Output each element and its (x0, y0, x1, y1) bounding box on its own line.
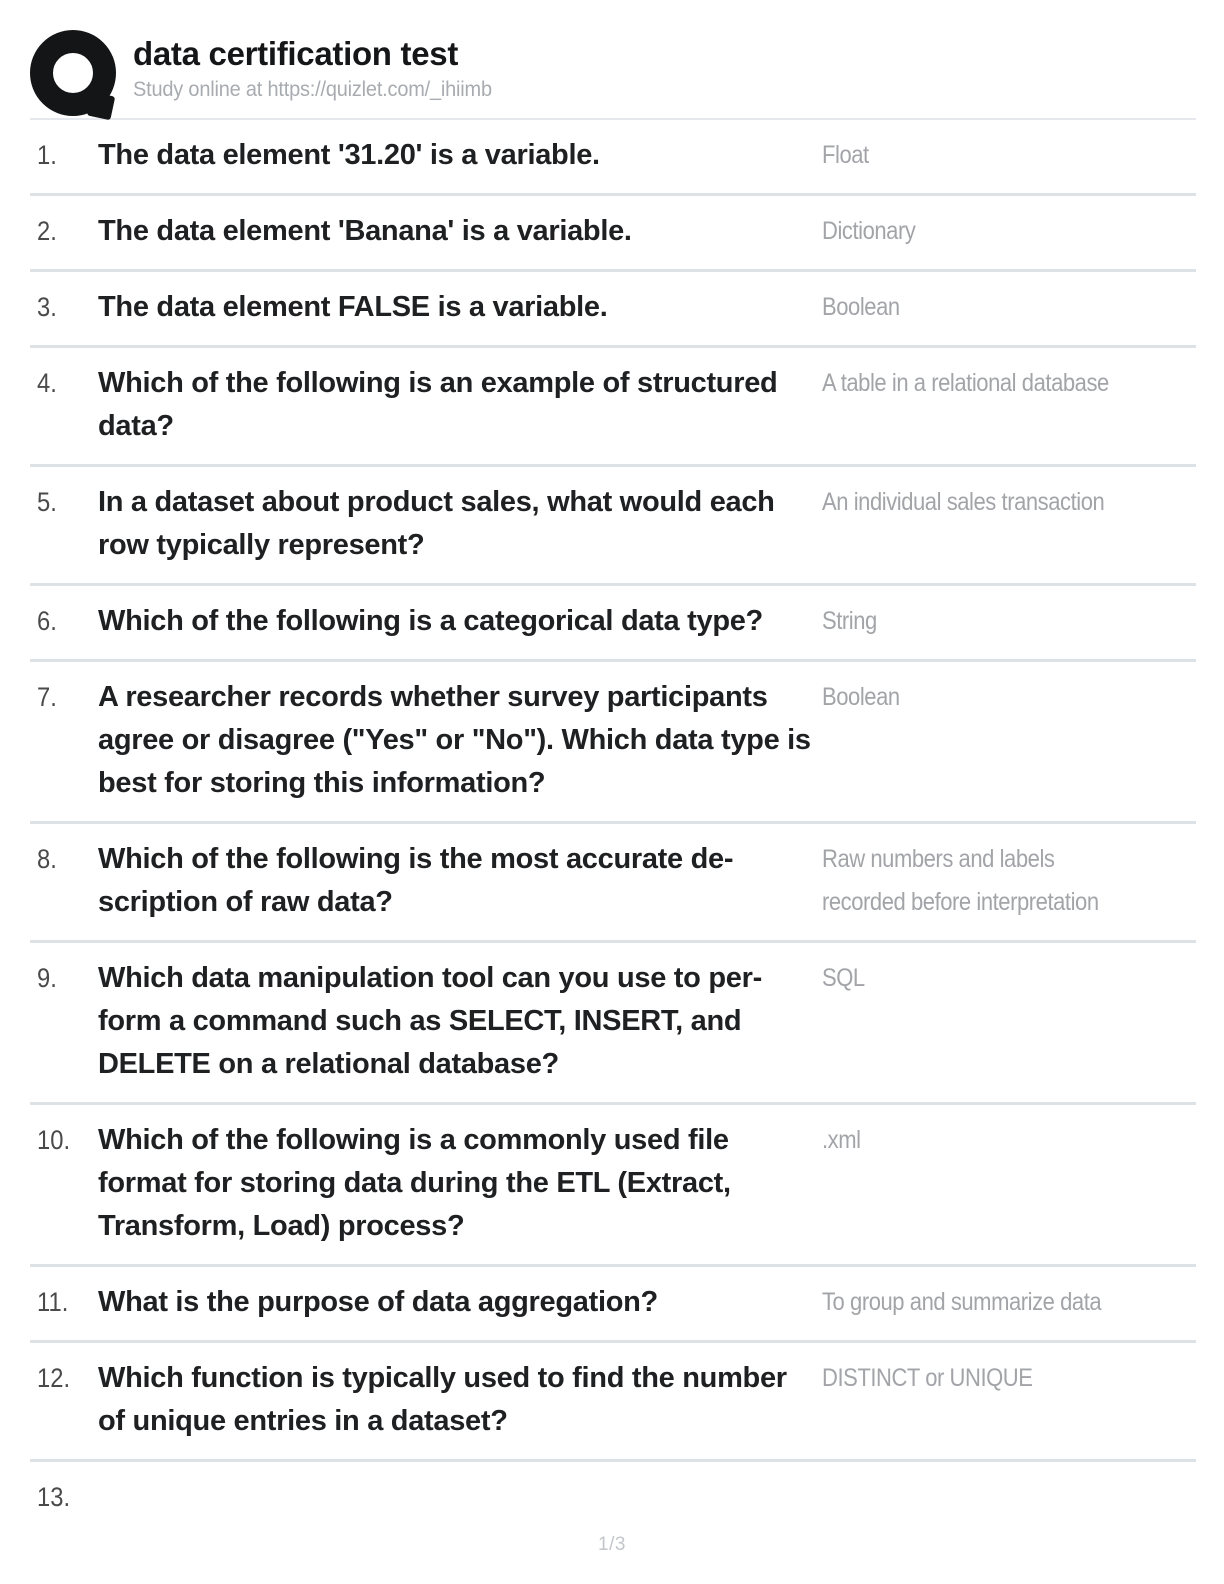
question-number: 6. (37, 606, 57, 636)
qa-row (30, 1462, 1196, 1535)
question-number: 1. (37, 140, 57, 170)
question-text: The data element FALSE is a variable. (98, 291, 608, 323)
qa-row (30, 824, 1196, 943)
qa-row (30, 196, 1196, 272)
question-text: The data element 'Banana' is a variable. (98, 215, 632, 247)
question-text: Which of the following is a commonly used file format for storing data during the ETL (Extract, Transform, Load) process? (98, 1124, 731, 1242)
question-text: A researcher records whether survey participants agree or disagree ("Yes" or "No"). Which data type is best for storing this information? (98, 681, 811, 799)
answer-text: Dictionary (822, 217, 916, 245)
question-text: What is the purpose of data aggregation? (98, 1286, 658, 1318)
question-number: 12. (37, 1363, 71, 1393)
question-text: Which of the following is a categorical data type? (98, 605, 763, 637)
question-number: 10. (37, 1125, 71, 1155)
logo-tail (87, 92, 115, 120)
qa-row (30, 1267, 1196, 1343)
answer-text: A table in a relational database (822, 369, 1109, 397)
document-header (0, 0, 1224, 114)
question-number: 13. (37, 1482, 71, 1512)
question-number: 11. (37, 1287, 69, 1317)
qa-row (30, 662, 1196, 824)
answer-text: Boolean (822, 683, 900, 711)
page-indicator: 1/3 (598, 1534, 626, 1555)
question-number: 5. (37, 487, 57, 517)
answer-text: Boolean (822, 293, 900, 321)
answer-text: Float (822, 141, 869, 169)
answer-text: DISTINCT or UNIQUE (822, 1364, 1033, 1392)
qa-row (30, 467, 1196, 586)
title-block (133, 28, 511, 102)
qa-row (30, 586, 1196, 662)
qa-row (30, 1105, 1196, 1267)
qa-row (30, 120, 1196, 196)
question-number: 2. (37, 216, 57, 246)
answer-text: SQL (822, 964, 865, 992)
question-number: 7. (37, 682, 57, 712)
question-text: The data element '31.20' is a variable. (98, 139, 600, 171)
question-number: 4. (37, 368, 57, 398)
quizlet-logo-icon (30, 28, 116, 118)
answer-text: An individual sales transaction (822, 488, 1105, 516)
document-title: data certification test (133, 35, 459, 72)
question-number: 9. (37, 963, 57, 993)
question-text: Which data manipulation tool can you use to perform a command such as SELECT, INSERT, and DELETE on a relational database? (98, 962, 763, 1080)
answer-text: Raw numbers and labels recorded before interpretation (822, 845, 1099, 916)
question-number: 3. (37, 292, 57, 322)
question-text: In a dataset about product sales, what would each row typically represent? (98, 486, 775, 561)
answer-text: String (822, 607, 877, 635)
qa-row (30, 943, 1196, 1105)
answer-text: To group and summarize data (822, 1288, 1102, 1316)
question-text: Which of the following is an example of structured data? (98, 367, 778, 442)
document-subtitle: Study online at https://quizlet.com/_ihiimb (133, 78, 492, 101)
question-number: 8. (37, 844, 57, 874)
qa-row (30, 1343, 1196, 1462)
question-answer-list (30, 120, 1196, 1535)
qa-row (30, 272, 1196, 348)
question-text: Which of the following is the most accurate description of raw data? (98, 843, 734, 918)
question-text: Which function is typically used to find the number of unique entries in a dataset? (98, 1362, 787, 1437)
answer-text: .xml (822, 1126, 861, 1154)
qa-row (30, 348, 1196, 467)
